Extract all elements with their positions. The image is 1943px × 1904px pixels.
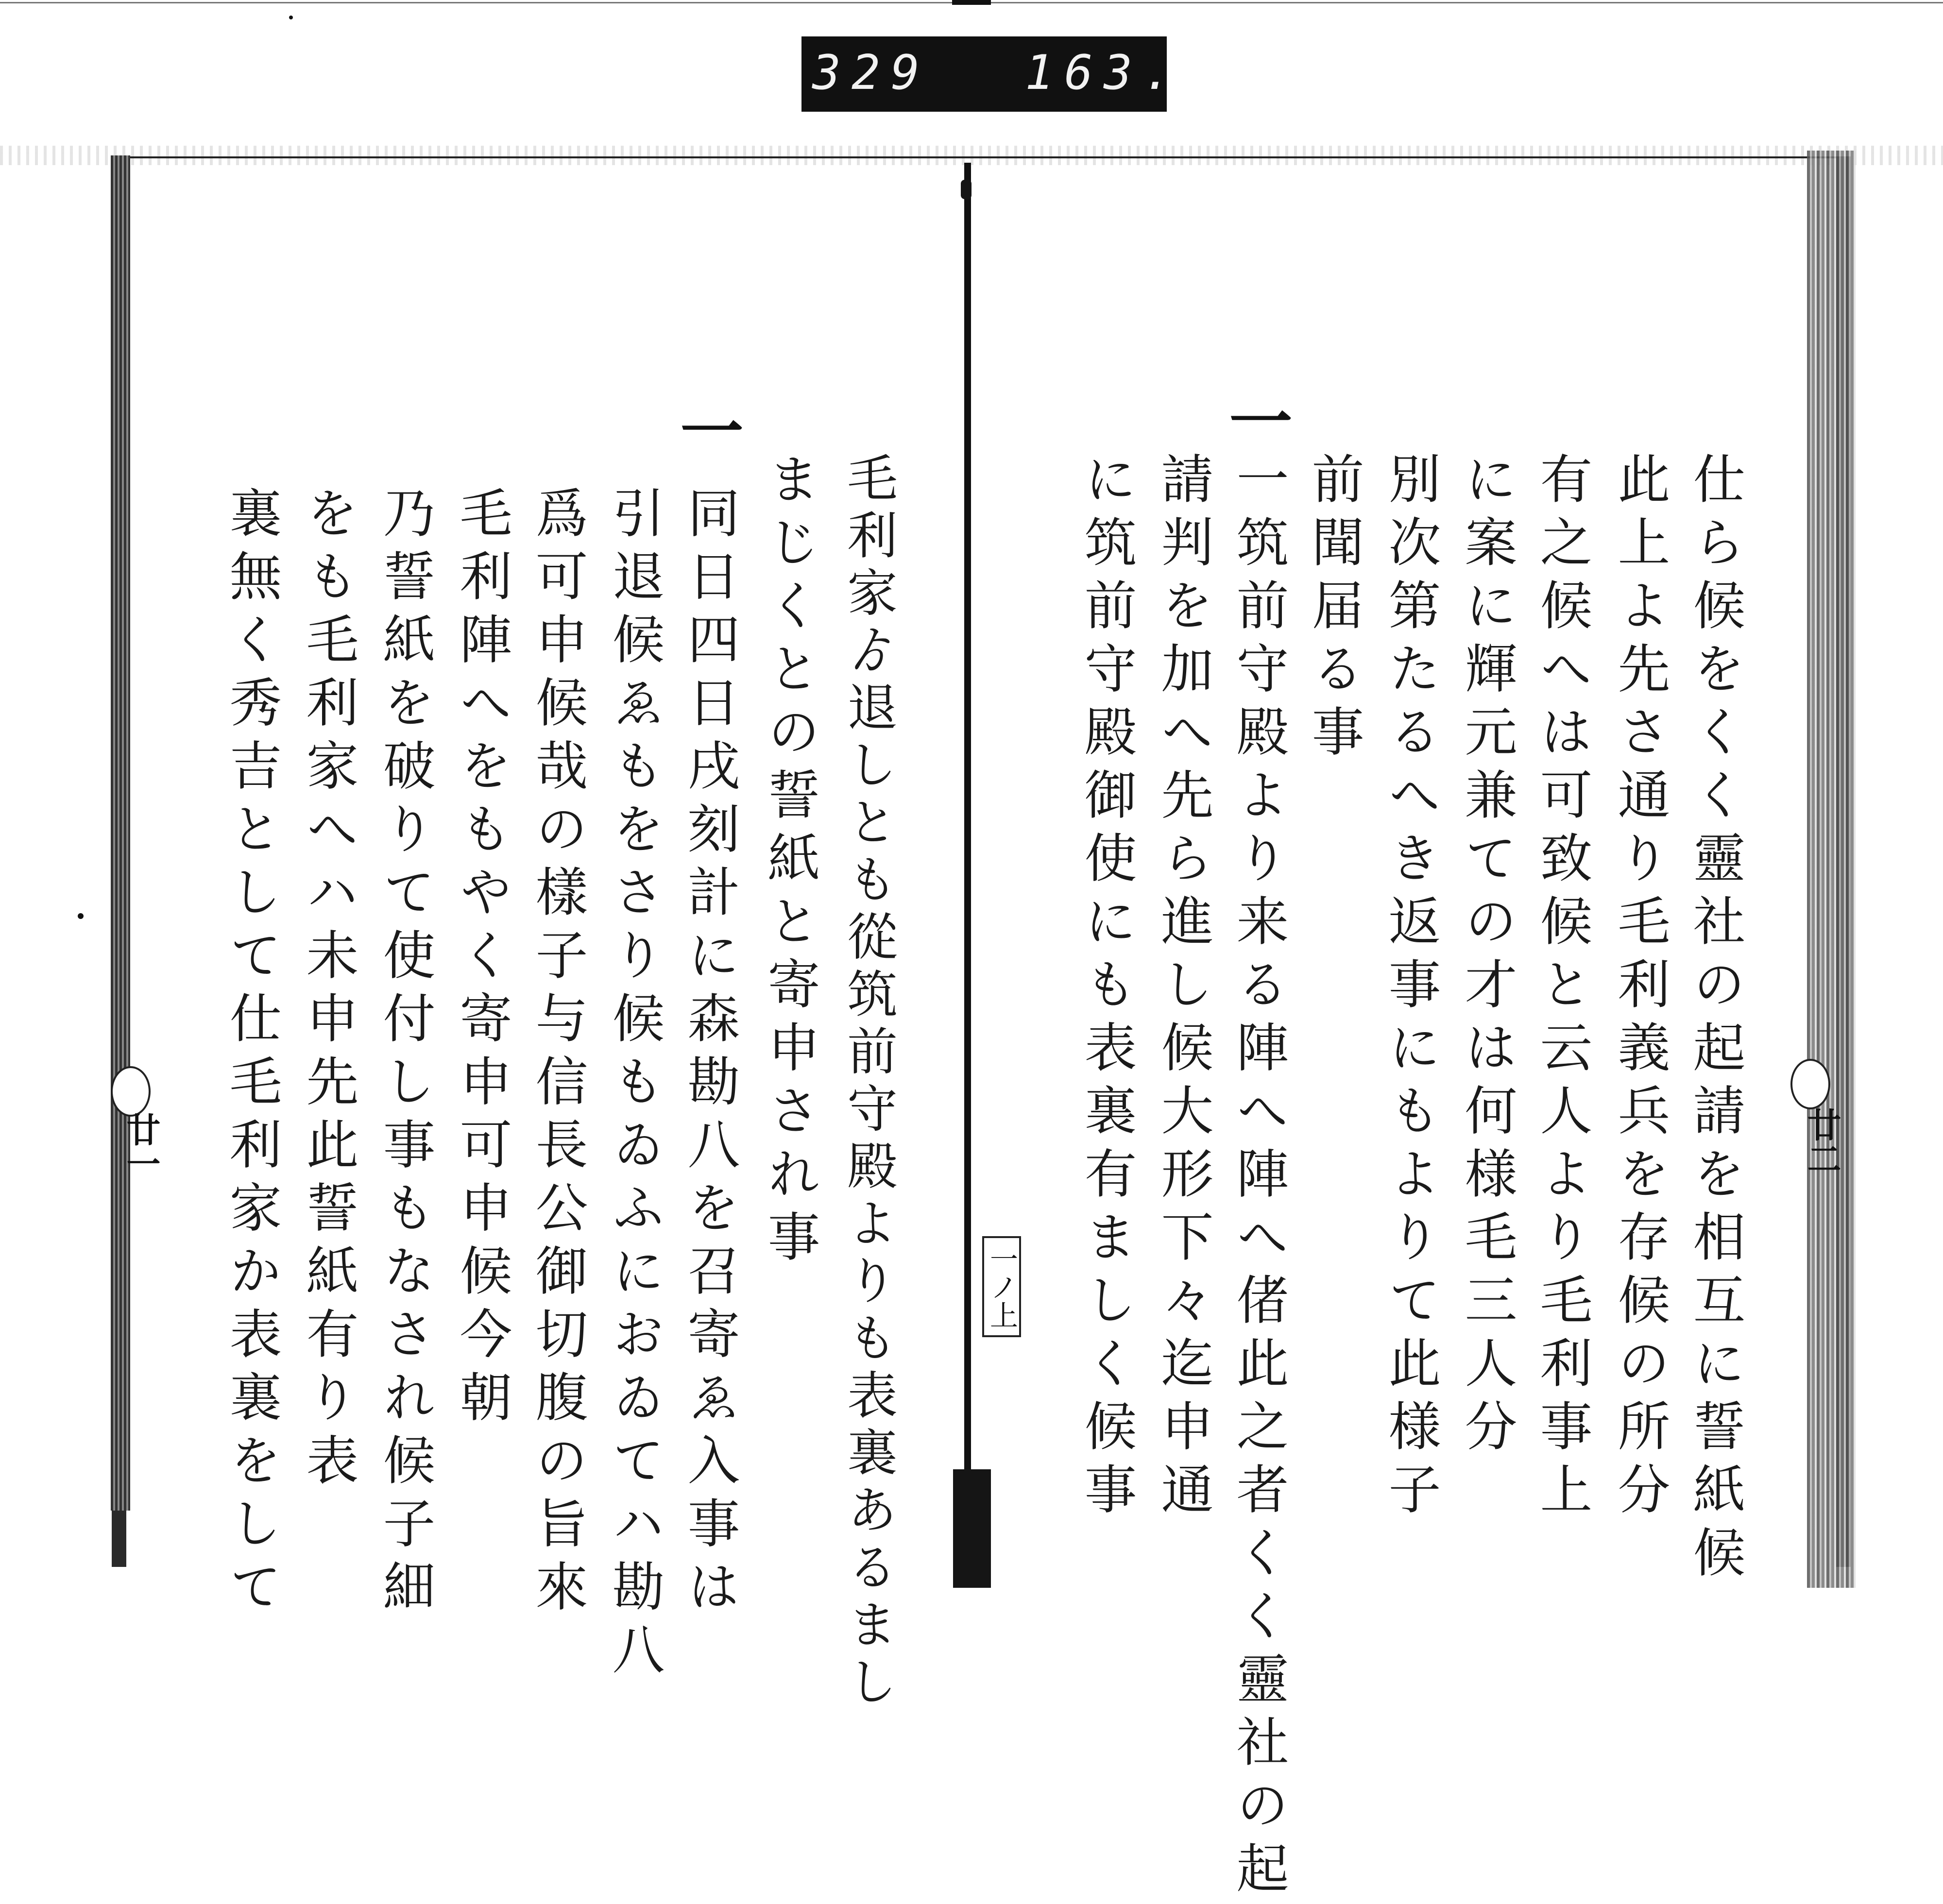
right-folio-ring: [1790, 1059, 1830, 1109]
right-column-7: 一筑前守殿より来る陣へ陣へ偖此之者くく靈社の起: [1227, 452, 1288, 1904]
spine-bottom-block: [953, 1469, 991, 1588]
section-label-box: [982, 1236, 1021, 1337]
frame-counter-left: 329: [812, 45, 931, 101]
right-column-3: 有之候へは可致候と云人より毛利事上: [1531, 452, 1592, 1525]
left-column-6: 毛利陣へをもやく寄申可申候今朝: [451, 486, 511, 1433]
book-spine: [964, 163, 971, 1498]
left-column-4: 引退候ゑもをさり候もゐふにおゐてハ勘八: [603, 486, 664, 1685]
scan-speck: [289, 16, 293, 19]
scan-top-notch: [952, 0, 991, 5]
right-column-6: 前聞届る事: [1303, 452, 1364, 767]
section-label: 一ノ上: [985, 1244, 1018, 1329]
left-column-9: 裏無く秀吉として仕毛利家か表裏をして: [221, 486, 281, 1622]
right-column-8: 請判を加へ先ら進し候大形下々迄申通: [1152, 452, 1213, 1525]
left-column-5: 爲可申候哉の樣子与信長公御切腹の旨來: [527, 486, 587, 1622]
left-page-edge: [111, 155, 130, 1511]
right-column-1: 仕ら候をくく靈社の起請を相互に誓紙候: [1684, 452, 1745, 1588]
frame-counter-plate: [801, 36, 1183, 112]
right-item-marker: 一: [1219, 389, 1293, 452]
left-column-2: まじくとの誓紙と寄申され事: [759, 452, 819, 1273]
left-column-7: 乃誓紙を破りて使付し事もなされ候子細: [374, 486, 435, 1622]
right-column-9: に筑前守殿御使にも表裏有ましく候事: [1075, 452, 1136, 1525]
left-column-1: 毛利家ゟ退しとも從筑前守殿よりも表裏あるまし: [838, 452, 898, 1713]
right-column-5: 別次第たるへき返事にもよりて此様子: [1380, 452, 1440, 1525]
left-column-3: 同日四日戌刻計に森勘八を召寄ゑ入事は: [679, 486, 739, 1622]
right-column-4: に案に輝元兼ての才は何様毛三人分: [1456, 452, 1517, 1462]
spine-top-mark: [961, 180, 972, 199]
left-folio-ring: [111, 1066, 151, 1117]
scan-speck: [78, 913, 84, 919]
left-item-marker-1: 一: [670, 398, 744, 461]
left-column-8: をも毛利家へハ未申先此誓紙有り表: [297, 486, 358, 1496]
left-folio-number: 廿一: [121, 1112, 161, 1180]
frame-counter-right: 163.: [1025, 45, 1183, 101]
right-page-edge: [1807, 151, 1856, 1588]
right-column-2: 此上よ先さ通り毛利義兵を存候の所分: [1609, 452, 1670, 1525]
right-folio-number: 廿二: [1802, 1107, 1842, 1175]
